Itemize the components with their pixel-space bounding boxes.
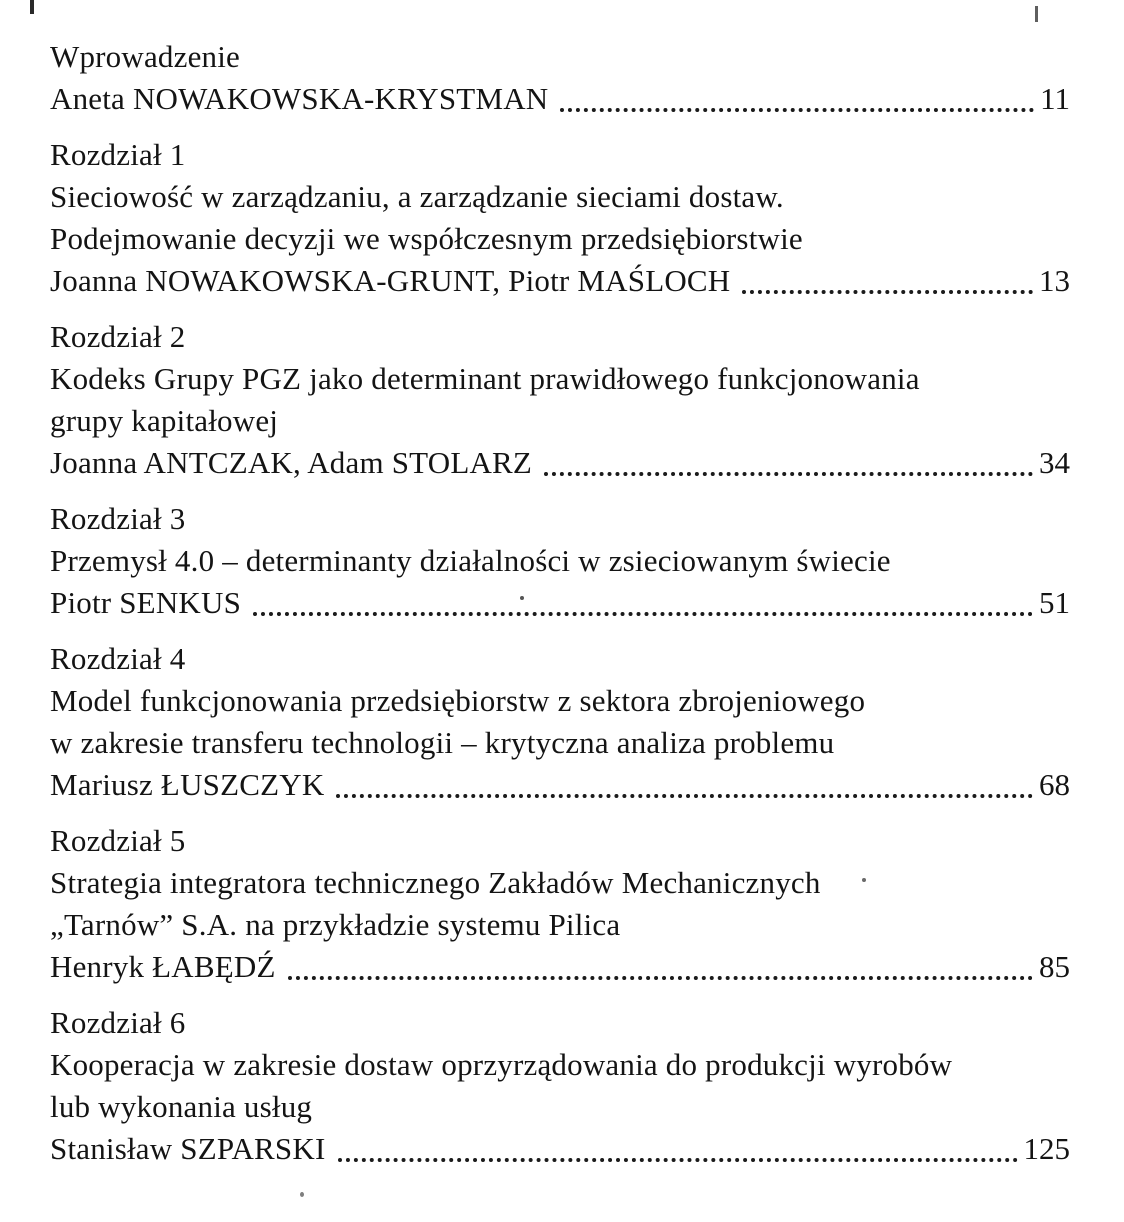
entry-title-line: Przemysł 4.0 – determinanty działalności w zsieciowanym świecie <box>50 543 891 578</box>
entry-author-row <box>50 260 1070 302</box>
scan-artifact <box>30 0 34 14</box>
dot-leader <box>742 290 1033 294</box>
chapter-label: Rozdział 2 <box>50 319 186 354</box>
chapter-label: Rozdział 4 <box>50 641 186 676</box>
entry-page-number: 51 <box>1039 585 1070 620</box>
dot-leader <box>336 794 1033 798</box>
toc-entry <box>50 36 1070 120</box>
entry-title-line: Strategia integratora technicznego Zakładów Mechanicznych <box>50 865 821 900</box>
entry-authors: Stanisław SZPARSKI <box>50 1131 326 1166</box>
toc-entry <box>50 316 1070 484</box>
dot-leader <box>544 472 1033 476</box>
entry-title-line: Wprowadzenie <box>50 39 241 74</box>
entry-page-number: 68 <box>1039 767 1070 802</box>
entry-author-row <box>50 946 1070 988</box>
entry-author-row <box>50 764 1070 806</box>
entry-authors: Aneta NOWAKOWSKA-KRYSTMAN <box>50 81 549 116</box>
dot-leader <box>253 612 1033 616</box>
chapter-label: Rozdział 1 <box>50 137 186 172</box>
dot-leader <box>288 976 1033 980</box>
entry-author-row <box>50 442 1070 484</box>
toc-entry <box>50 498 1070 624</box>
toc-entry <box>50 820 1070 988</box>
entry-authors: Joanna NOWAKOWSKA-GRUNT, Piotr MAŚLOCH <box>50 263 731 298</box>
entry-title-line: Sieciowość w zarządzaniu, a zarządzanie sieciami dostaw. <box>50 179 784 214</box>
scan-artifact <box>520 596 524 600</box>
entry-title-line: Model funkcjonowania przedsiębiorstw z sektora zbrojeniowego <box>50 683 866 718</box>
toc-entry <box>50 134 1070 302</box>
entry-title-line: Kooperacja w zakresie dostaw oprzyrządowania do produkcji wyrobów <box>50 1047 953 1082</box>
chapter-label: Rozdział 5 <box>50 823 186 858</box>
entry-authors: Piotr SENKUS <box>50 585 242 620</box>
entry-page-number: 85 <box>1039 949 1070 984</box>
entry-page-number: 125 <box>1023 1131 1070 1166</box>
entry-title-line: grupy kapitałowej <box>50 403 279 438</box>
entry-author-row <box>50 1128 1070 1170</box>
entry-title-line: w zakresie transferu technologii – krytyczna analiza problemu <box>50 725 835 760</box>
entry-author-row <box>50 582 1070 624</box>
toc-entry <box>50 638 1070 806</box>
scan-artifact <box>300 1192 304 1197</box>
entry-author-row <box>50 78 1070 120</box>
entry-title-line: „Tarnów” S.A. na przykładzie systemu Pilica <box>50 907 621 942</box>
scan-artifact <box>1035 6 1038 22</box>
chapter-label: Rozdział 6 <box>50 1005 186 1040</box>
entry-authors: Henryk ŁABĘDŹ <box>50 949 276 984</box>
dot-leader <box>560 108 1034 112</box>
entry-page-number: 11 <box>1040 81 1070 116</box>
entry-title-line: lub wykonania usług <box>50 1089 313 1124</box>
chapter-label: Rozdział 3 <box>50 501 186 536</box>
scan-artifact <box>862 878 866 882</box>
toc-entry <box>50 1002 1070 1170</box>
entry-page-number: 13 <box>1039 263 1070 298</box>
entry-authors: Joanna ANTCZAK, Adam STOLARZ <box>50 445 533 480</box>
dot-leader <box>338 1158 1018 1162</box>
entry-authors: Mariusz ŁUSZCZYK <box>50 767 325 802</box>
entry-page-number: 34 <box>1039 445 1070 480</box>
entry-title-line: Kodeks Grupy PGZ jako determinant prawidłowego funkcjonowania <box>50 361 920 396</box>
entry-title-line: Podejmowanie decyzji we współczesnym przedsiębiorstwie <box>50 221 803 256</box>
